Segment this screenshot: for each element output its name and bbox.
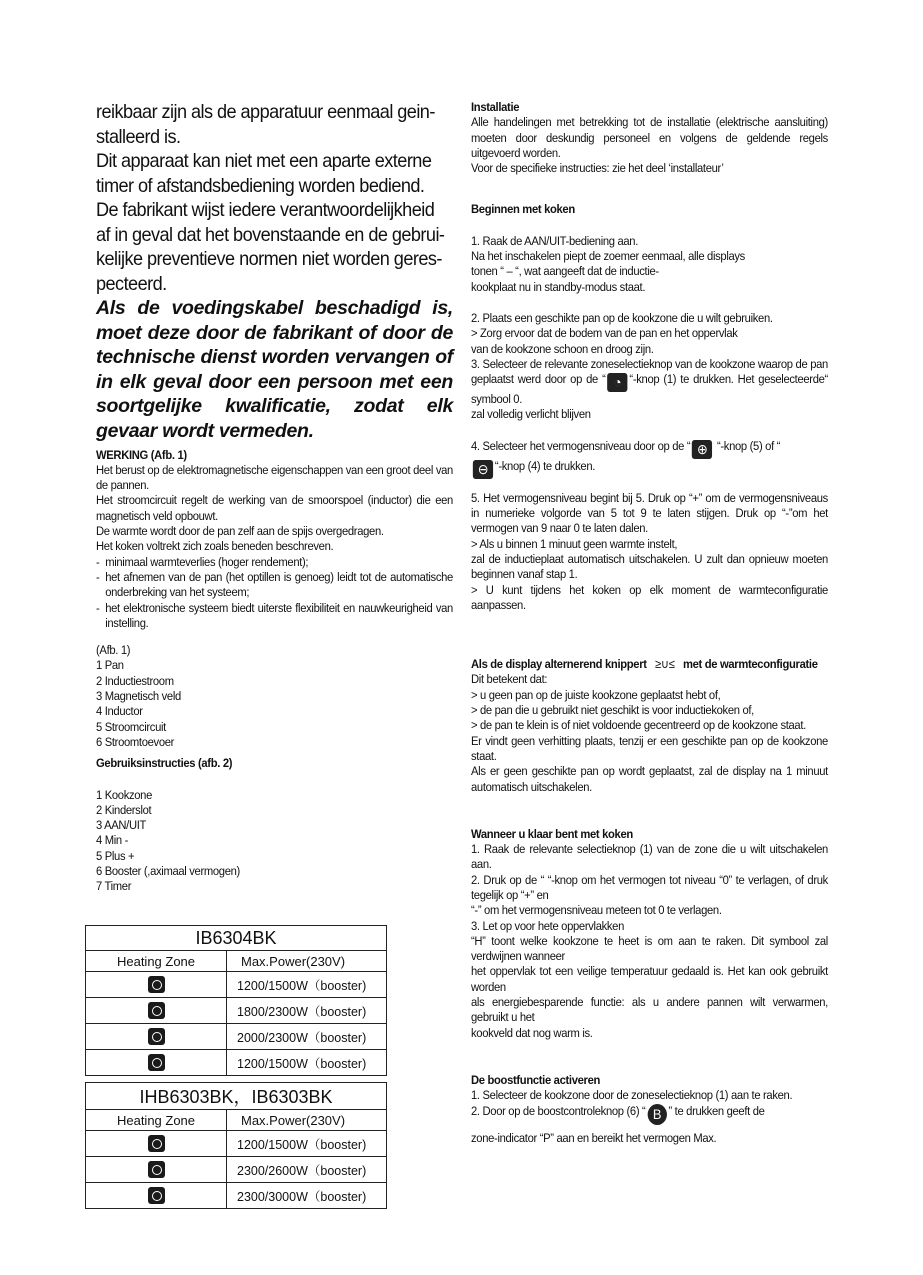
section-heading: Installatie [471,100,520,114]
table-row: 2000/2300W（booster) [86,1024,387,1050]
list-item: 3 Magnetisch veld [96,689,181,704]
paragraph: het oppervlak tot een veilige temperatuur gedaald is. Het kan ook gebruikt worden [471,964,828,994]
paragraph: > de pan die u gebruikt niet geschikt is voor inductiekoken of, [471,703,754,718]
paragraph: Voor de specifieke instructies: zie het deel ‘installateur’ [471,161,724,176]
paragraph: van de kookzone schoon en droog zijn. [471,341,654,356]
paragraph: Als er geen geschikte pan op wordt geplaatst, zal de display na 1 minuut automatisch uitschakelen. [471,764,828,794]
section-heading: Beginnen met koken [471,202,575,217]
paragraph: Het koken voltrekt zich zoals beneden beschreven. [96,539,334,554]
paragraph: zone-indicator “P” aan en bereikt het vermogen Max. [471,1130,717,1145]
section-heading: Gebruiksinstructies (afb. 2) [96,756,233,771]
column-header: Heating Zone [86,1110,227,1131]
power-table-ib6304bk [85,925,387,1076]
paragraph: 1. Raak de AAN/UIT-bediening aan. [471,233,639,248]
intro-line: stalleerd is. [96,125,181,148]
zone-select-icon: ◔ [607,373,627,392]
paragraph: Het berust op de elektromagnetische eigenschappen van een groot deel van de pannen. [96,462,453,493]
list-item: 6 Booster (,aximaal vermogen) [96,863,240,878]
figure-title: (Afb. 1) [96,643,131,658]
intro-text [96,100,453,296]
section-heading: WERKING (Afb. 1) [96,447,187,462]
paragraph: als energiebesparende functie: als u andere pannen wilt verwarmen, gebruikt u het [471,995,828,1025]
intro-line: De fabrikant wijst iedere verantwoordelijkheid [96,199,435,221]
right-text [471,100,828,1146]
paragraph: “-” om het vermogensniveau meteen tot 0 te verlagen. [471,903,722,918]
power-tables [85,925,387,1209]
table-row: 2300/3000W（booster) [86,1183,387,1209]
paragraph: 3. Selecteer de relevante zoneselectieknop van de kookzone waarop de pan geplaatst werd door op de “ ◔ “-knop (1) te drukken. Het geselecteerde“ symbool 0. [471,356,828,407]
paragraph: zal volledig verlicht blijven [471,407,591,422]
list-item: 5 Stroomcircuit [96,719,166,734]
table-row: 2300/2600W（booster) [86,1157,387,1183]
column-header: Heating Zone [86,951,227,972]
table-row: 1200/1500W（booster) [86,972,387,998]
left-column [96,100,453,895]
paragraph: kookplaat nu in standby-modus staat. [471,279,646,294]
bullet-item: - minimaal warmteverlies (hoger rendement); [96,554,309,569]
boost-b-icon: B [647,1104,666,1125]
table-title: IHB6303BK，IB6303BK [86,1083,387,1110]
column-header: Max.Power(230V) [227,951,387,972]
plus-icon: ⊕ [692,440,712,459]
heating-zone-icon [148,1135,165,1152]
paragraph: 4. Selecteer het vermogensniveau door op de “ ⊕ “-knop (5) of “ ⊖ “-knop (4) te drukken. [471,438,781,477]
list-item: 5 Plus + [96,848,135,863]
list-item: 2 Inductiestroom [96,673,174,688]
paragraph: Na het inschakelen piept de zoemer eenmaal, alle displays [471,249,745,264]
list-item: 1 Pan [96,658,124,673]
intro-line: timer of afstandsbediening worden bediend. [96,174,425,197]
paragraph: > Zorg ervoor dat de bodem van de pan en het oppervlak [471,326,738,341]
werking-section [96,448,453,895]
list-item: 2 Kinderslot [96,802,152,817]
power-table-ihb6303bk [85,1082,387,1209]
paragraph: 1. Selecteer de kookzone door de zoneselectieknop (1) aan te raken. [471,1088,793,1103]
paragraph: kookveld dat nog warm is. [471,1025,593,1040]
paragraph: Dit betekent dat: [471,672,548,687]
heating-zone-icon [148,1187,165,1204]
paragraph: Het stroomcircuit regelt de werking van de smoorspoel (inductor) die een magnetisch veld opbouwt. [96,493,453,523]
paragraph: 2. Door op de boostcontroleknop (6) “ B ” te drukken geeft de [471,1104,828,1125]
table-title: IB6304BK [86,926,387,951]
section-heading: De boostfunctie activeren [471,1072,601,1087]
list-item: 7 Timer [96,879,132,894]
list-item: 6 Stroomtoevoer [96,734,175,749]
paragraph: 3. Let op voor hete oppervlakken [471,918,625,933]
list-item: 1 Kookzone [96,787,153,802]
intro-line: pecteerd. [96,272,167,295]
list-item: 4 Min - [96,833,129,848]
paragraph: > Als u binnen 1 minuut geen warmte instelt, [471,536,678,551]
power-cable-warning: Als de voedingskabel beschadigd is, moet deze door de fabrikant of door de technische dienst worden vervangen of in elk geval door een persoon met een soortgelijke kwalificatie, zodat elk gevaar wordt vermeden. [96,297,453,442]
paragraph: > u geen pan op de juiste kookzone geplaatst hebt of, [471,687,721,702]
minus-icon: ⊖ [473,460,493,479]
paragraph: Er vindt geen verhitting plaats, tenzij er een geschikte pan op de kookzone staat. [471,733,828,763]
paragraph: Alle handelingen met betrekking tot de installatie (elektrische aansluiting) moeten door deskundig personeel en volgens de geldende regels uitgevoerd worden. [471,115,828,160]
heating-zone-icon [148,1028,165,1045]
paragraph: tonen “ – “, wat aangeeft dat de inductie- [471,264,659,279]
paragraph: 5. Het vermogensniveau begint bij 5. Druk op “+” om de vermogensniveaus in numerieke volgorde van 5 tot 9 te laten stijgen. Druk op “-”om het vermogen van 9 naar 0 te laten dalen. [471,490,828,536]
paragraph: De warmte wordt door de pan zelf aan de spijs overgedragen. [96,524,384,539]
bullet-item: - het elektronische systeem biedt uiterste flexibiliteit en nauwkeurigheid van instelling. [96,600,453,630]
heating-zone-icon [148,1002,165,1019]
list-item: 3 AAN/UIT [96,818,147,833]
heating-zone-icon [148,1161,165,1178]
bullet-item: - het afnemen van de pan (het optillen is genoeg) leidt tot de automatische onderbreking van het systeem; [96,569,453,600]
table-row: 1200/1500W（booster) [86,1131,387,1157]
paragraph: 2. Plaats een geschikte pan op de kookzone die u wilt gebruiken. [471,310,773,325]
section-heading: Als de display alternerend knippert ≥∪≤ met de warmteconfiguratie [471,657,818,672]
table-row: 1800/2300W（booster) [86,998,387,1024]
heating-zone-icon [148,1054,165,1071]
right-column [471,100,827,1146]
heating-zone-icon [148,976,165,993]
paragraph: zal de inductieplaat automatisch uitschakelen. U zult dan opnieuw moeten beginnen vanaf stap 1. [471,551,828,582]
column-header: Max.Power(230V) [227,1110,387,1131]
intro-line: reikbaar zijn als de apparatuur eenmaal gein- [96,101,435,123]
paragraph: “H” toont welke kookzone te heet is om aan te raken. Dit symbool zal verdwijnen wanneer [471,933,828,964]
paragraph: > U kunt tijdens het koken op elk moment de warmteconfiguratie aanpassen. [471,582,828,612]
list-item: 4 Inductor [96,704,143,719]
intro-line: Dit apparaat kan niet met een aparte externe [96,150,432,172]
flashing-display-symbol: ≥∪≤ [655,657,675,672]
intro-line: kelijke preventieve normen niet worden geres- [96,248,442,270]
paragraph: 2. Druk op de “ “-knop om het vermogen tot niveau “0” te verlagen, of druk tegelijk op “+” en [471,872,828,902]
paragraph: > de pan te klein is of niet voldoende gecentreerd op de kookzone staat. [471,718,806,733]
table-row: 1200/1500W（booster) [86,1050,387,1076]
paragraph: 1. Raak de relevante selectieknop (1) van de zone die u wilt uitschakelen aan. [471,842,828,872]
section-heading: Wanneer u klaar bent met koken [471,826,633,841]
intro-line: af in geval dat het bovenstaande en de gebrui- [96,223,445,246]
